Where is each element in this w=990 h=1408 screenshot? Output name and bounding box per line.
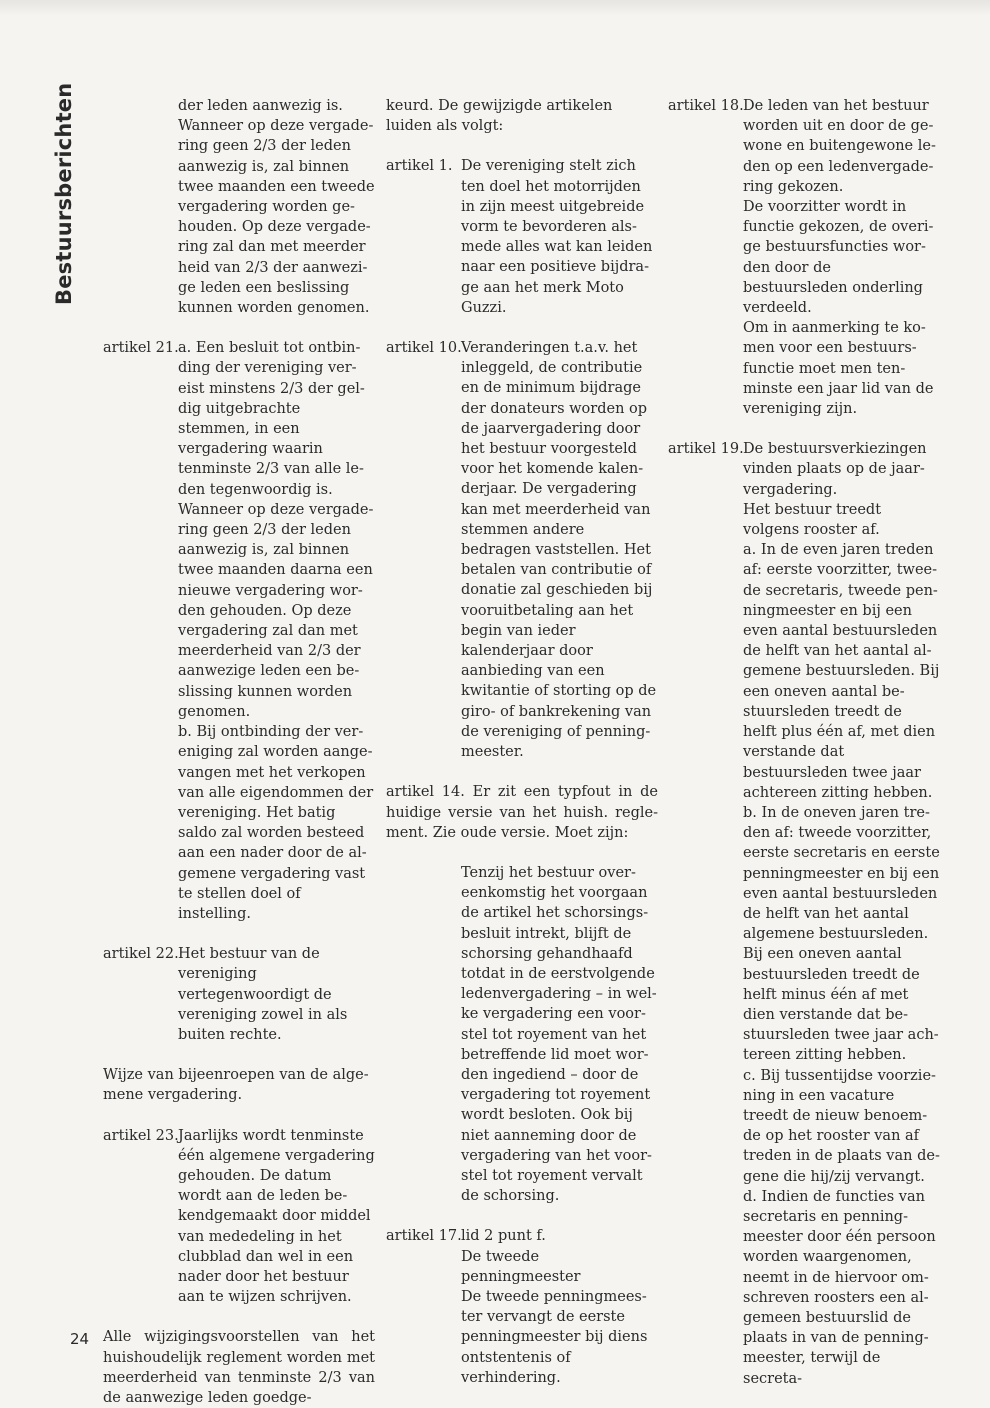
article-text: De voorzitter wordt in functie gekozen, de overige bestuursfuncties worden door de bestuursleden onderling verdeeld. — [743, 199, 934, 317]
article-text: De bestuursverkiezingen vinden plaats op de jaarvergadering. — [743, 441, 927, 498]
article-text: Het bestuur treedt volgens rooster af. — [743, 501, 882, 539]
article-label: artikel 22. — [103, 946, 179, 963]
article-text: Er zit een typfout in de huidige versie van het huish. reglement. Zie oude versie. Moet zijn: — [386, 784, 658, 841]
paragraph-intro: keurd. De gewijzigde artikelen luiden als volgt: — [386, 98, 613, 135]
article-22 — [103, 944, 375, 1045]
column-3 — [668, 96, 940, 1389]
article-text: Het bestuur van de vereniging vertegenwoordigt de vereniging zowel in als buiten rechte. — [178, 946, 348, 1043]
article-text: De vereniging stelt zich ten doel het motorrijden in zijn meest uitgebreide vorm te bevorderen alsmede alles wat kan leiden naar een positieve bijdrage aan het merk Moto Guzzi. — [461, 158, 653, 316]
article-18 — [668, 96, 940, 419]
article-text: De tweede penningmeester vervangt de eerste penningmeester bij diens ontstentenis of verhindering. — [461, 1288, 648, 1386]
article-19 — [668, 439, 940, 1389]
article-21 — [103, 338, 375, 924]
article-label: artikel 14. — [386, 784, 465, 801]
page-number: 24 — [70, 1330, 90, 1348]
section-title-vertical: Bestuursberichten — [52, 82, 76, 305]
article-label: artikel 17. — [386, 1228, 462, 1245]
article-label: artikel 19. — [668, 441, 744, 458]
article-17 — [386, 1226, 658, 1388]
article-text: Om in aanmerking te komen voor een bestuursfunctie moet men tenminste een jaar lid van de vereniging zijn. — [743, 320, 934, 418]
article-21-a: a. Een besluit tot ontbinding der vereniging vereist minstens 2/3 der geldig uitgebrachte stemmen, in een vergadering waarin tenminste 2/3 van alle leden tegenwoordig is. Wanneer op deze vergadering geen 2/3 der leden aanwezig is, zal binnen twee maanden daarna een nieuwe vergadering worden gehouden. Op deze vergadering zal dan met meerderheid van 2/3 der aanwezige leden een beslissing kunnen worden genomen. — [178, 340, 374, 720]
article-23 — [103, 1126, 375, 1308]
paragraph-intro: der leden aanwezig is. Wanneer op deze vergadering geen 2/3 der leden aanwezig is, zal binnen twee maanden een tweede vergadering worden gehouden. Op deze vergadering zal dan met meerder heid van 2/3 der aanwezige leden een beslissing kunnen worden genomen. — [178, 98, 375, 317]
article-text: Veranderingen t.a.v. het inleggeld, de contributie en de minimum bijdrage der donateurs worden op de jaarvergadering door het bestuur voorgesteld voor het komende kalenderjaar. De vergadering kan met meerderheid van stemmen andere bedragen vaststellen. Het betalen van contributie of donatie zal geschieden bij vooruitbetaling aan het begin van ieder kalenderjaar door aanbieding van een kwitantie of storting op de giro- of bankrekening van de vereniging of penningmeester. — [461, 340, 657, 761]
article-label: artikel 10. — [386, 340, 462, 357]
article-text: De leden van het bestuur worden uit en door de gewone en buitengewone leden op een ledenvergadering gekozen. — [743, 98, 936, 195]
article-label: artikel 21. — [103, 340, 179, 357]
article-1 — [386, 156, 658, 318]
article-19-b: b. In de oneven jaren treden af: tweede voorzitter, eerste secretaris en eerste penningmeester en bij een even aantal bestuursleden de helft van het aantal algemene bestuursleden. Bij een oneven aantal bestuursleden treedt de helft minus één af met dien verstande dat bestuursleden twee jaar achtereen zitting hebben. — [743, 804, 940, 1064]
paragraph-closing: Alle wijzigingsvoorstellen van het huishoudelijk reglement worden met meerderheid van tenminste 2/3 van de aanwezige leden goedge- — [103, 1329, 375, 1406]
article-10 — [386, 338, 658, 762]
article-text: De tweede penningmeester — [461, 1248, 581, 1285]
article-text: Jaarlijks wordt tenminste één algemene vergadering gehouden. De datum wordt aan de leden bekendgemaakt door middel van mededeling in het clubblad dan wel in een nader door het bestuur aan te wijzen schrijven. — [178, 1127, 375, 1306]
article-label: artikel 23. — [103, 1127, 179, 1144]
section-heading: Wijze van bijeenroepen van de algemene vergadering. — [103, 1067, 369, 1104]
article-label: artikel 1. — [386, 158, 453, 175]
column-2 — [386, 96, 658, 1388]
top-edge-shadow — [0, 0, 990, 16]
article-14-quote: Tenzij het bestuur overeenkomstig het voorgaan de artikel het schorsingsbesluit intrekt, blijft de schorsing gehandhaafd totdat in de eerstvolgende ledenvergadering – in welke vergadering een voorstel tot royement van het betreffende lid moet worden ingediend – door de vergadering tot royement wordt besloten. Ook bij niet aanneming door de vergadering van het voorstel tot royement vervalt de schorsing. — [461, 864, 657, 1205]
article-14 — [386, 782, 658, 843]
column-1 — [103, 96, 375, 1408]
article-19-d: d. Indien de functies van secretaris en penningmeester door één persoon worden waargenomen, neemt in de hiervoor omschreven roosters een algemeen bestuurslid de plaats in van de penningmeester, terwijl de secreta- — [743, 1188, 936, 1387]
article-21-b: b. Bij ontbinding der vereniging zal worden aangevangen met het verkopen van alle eigendommen der vereniging. Het batig saldo zal worden besteed aan een nader door de algemene vergadering vast te stellen doel of instelling. — [178, 724, 374, 922]
article-text: lid 2 punt f. — [461, 1228, 546, 1245]
article-19-c: c. Bij tussentijdse voorziening in een vacature treedt de nieuw benoemde op het rooster van af treden in de plaats van degene die hij/zij vervangt. — [743, 1067, 940, 1185]
article-19-a: a. In de even jaren treden af: eerste voorzitter, tweede secretaris, tweede penningmeester en bij een even aantal bestuursleden de helft van het aantal algemene bestuursleden. Bij een oneven aantal bestuursleden treedt de helft plus één af, met dien verstande dat bestuursleden twee jaar achtereen zitting hebben. — [743, 542, 940, 801]
article-label: artikel 18. — [668, 98, 744, 114]
